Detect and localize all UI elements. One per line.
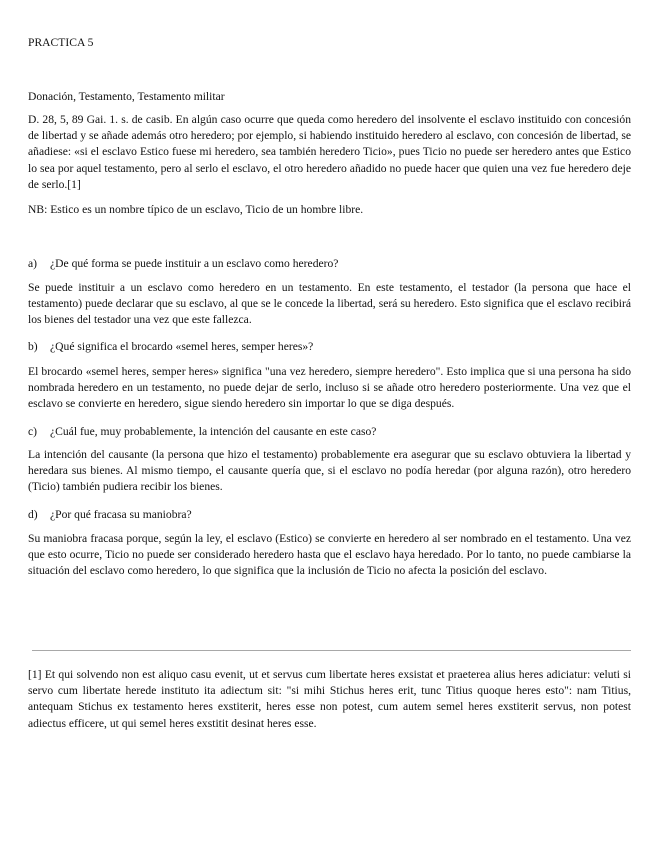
question-c — [28, 424, 631, 440]
question-b — [28, 339, 631, 355]
question-marker: a) — [28, 257, 38, 270]
question-text: ¿Por qué fracasa su maniobra? — [50, 508, 192, 521]
answer-d: Su maniobra fracasa porque, según la ley, el esclavo (Estico) se convierte en heredero al ser nombrado en el testamento. Una vez que esto ocurre, Ticio no puede ser considerado heredero hasta que el esclavo haya heredado. Por lo tanto, no puede cambiarse la situación del esclavo como heredero, lo que significa que la inclusión de Ticio no afecta la posición del esclavo. — [28, 532, 631, 578]
question-marker: d) — [28, 508, 38, 521]
question-text: ¿De qué forma se puede instituir a un esclavo como heredero? — [50, 257, 339, 270]
question-text: ¿Cuál fue, muy probablemente, la intención del causante en este caso? — [50, 425, 377, 438]
intro-text: D. 28, 5, 89 Gai. 1. s. de casib. En algún caso ocurre que queda como heredero del insolvente el esclavo instituido con concesión de libertad y se añade además otro heredero; por ejemplo, si habiendo instituido heredero al esclavo, con concesión de libertad, se añadiese: «si el esclavo Estico fuese mi heredero, sea también heredero Ticio», pues Ticio no puede ser heredero antes que Estico lo sea por aquel testamento, pero al serlo el esclavo, el otro heredero añadido no puede hacer que quien una vez fue heredero deje de serlo. — [28, 113, 631, 191]
footnote — [28, 667, 631, 732]
note-paragraph: NB: Estico es un nombre típico de un esclavo, Ticio de un hombre libre. — [28, 203, 364, 216]
page-subtitle: Donación, Testamento, Testamento militar — [28, 90, 225, 103]
footnote-divider — [32, 650, 631, 651]
answer-b: El brocardo «semel heres, semper heres» significa "una vez heredero, siempre heredero". Esto implica que si una persona ha sido nombrada heredero en un testamento, no puede dejar de serlo, incluso si se añade otro heredero posteriormente. Una vez que el esclavo se convierte en heredero, sigue siendo heredero sin importar lo que se diga después. — [28, 365, 631, 411]
question-marker: b) — [28, 340, 38, 353]
intro-paragraph — [28, 112, 631, 193]
question-text: ¿Qué significa el brocardo «semel heres, semper heres»? — [50, 340, 314, 353]
question-marker: c) — [28, 425, 38, 438]
question-d — [28, 507, 631, 523]
answer-c: La intención del causante (la persona que hizo el testamento) probablemente era asegurar que su esclavo obtuviera la libertad y heredara sus bienes. Al mismo tiempo, el causante quería que, si el esclavo no podía heredar (por alguna razón), otro heredero (Ticio) también pudiera recibir los bienes. — [28, 448, 631, 494]
footnote-back-link[interactable]: [1] — [28, 668, 42, 681]
footnote-text: Et qui solvendo non est aliquo casu evenit, ut et servus cum libertate heres exsistat et praeterea alius heres adiciatur: veluti si servo cum libertate herede instituto ita adiectum sit: "si mihi Stichus heres erit, tunc Titius quoque heres esto": nam Titius, antequam Stichus ex testamento heres exstiterit, heres esse non potest, cum autem semel heres exstiterit servus, non potest adiectus efficere, ut qui semel heres exstitit desinat heres esse. — [28, 668, 631, 730]
answer-a: Se puede instituir a un esclavo como heredero en un testamento. En este testamento, el testador (la persona que hace el testamento) puede declarar que su esclavo, al que se le concede la libertad, será su heredero. Esto significa que el esclavo recibirá los bienes del testador una vez que este fallezca. — [28, 281, 631, 327]
question-a — [28, 256, 631, 272]
page-title: PRACTICA 5 — [28, 36, 94, 49]
footnote-reference-link[interactable]: [1] — [67, 177, 81, 191]
